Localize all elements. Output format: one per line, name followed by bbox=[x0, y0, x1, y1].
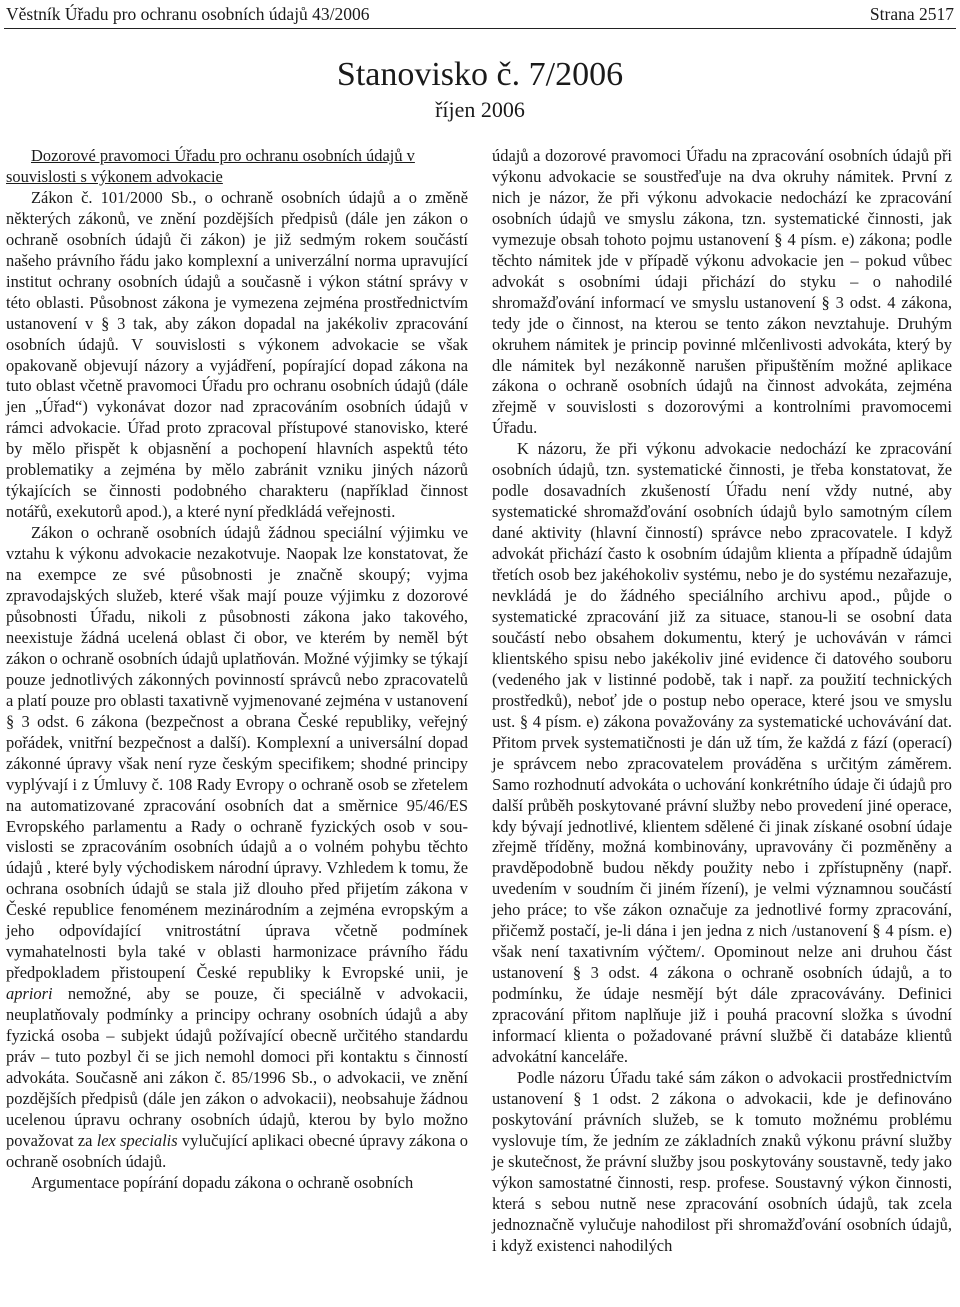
body-paragraph: údajů a dozorové pravomoci Úřadu na zpracování osobních údajů při výkonu advokacie se soustřeďuje na dva okruhy námitek. První z nich je názor, že při výkonu advokacie nedochází ke zpracování osobních údajů ve smyslu zákona, tzn. systematické činnosti, jak vymezuje obsah tohoto pojmu ustanovení § 4 písm. e) zákona; podle těchto námitek jde v případě výkonu advokacie jen – pokud vůbec advokát s osobními údaji přichází do styku – o nahodilé shromažďování informací ve smyslu ustanovení § 3 odst. 4 zákona, tedy jde o činnost, na kterou se tento zákon nevztahuje. Druhým okruhem námitek je princip povinné mlčenlivosti advokáta, který by dle námitek byl nezákonně narušen připuštěním možné aplikace zákona o ochraně osobních údajů na činnost advokáta, zejména zřejmě v souvislosti s dozorovými a kontrolními pravomocemi Úřadu. bbox=[492, 146, 952, 438]
journal-title: Věstník Úřadu pro ochranu osobních údajů 43/2006 bbox=[6, 4, 370, 24]
right-column bbox=[492, 146, 952, 1257]
page-number: Strana 2517 bbox=[869, 4, 954, 24]
body-paragraph: Zákon o ochraně osobních údajů žádnou speciální výjimku ve vztahu k výkonu advokacie nezakotvuje. Naopak lze konstatovat, že na exempce ze své působnosti je značně skoupý; vyjma zpravodajských služeb, které však mají pouze výjimku z dozorové působnosti Úřadu, nikoli z působnosti zákona jako takového, neexistuje žádná ucelená oblast či obor, ve kterém by neměl být zákon o ochraně osobních údajů uplatňován. Možné výjimky se týkají pouze jednotlivých zákonných povinností správců nebo zpracovatelů a platí pouze pro oblasti taxativně vyjmenované zejména v ustanovení § 3 odst. 6 zákona (bezpečnost a obrana České republiky, veřejný pořádek, vnitřní bezpečnost a další). Komplexní a universální dopad zákonné úpravy však není ryze českým specifikem; shodné principy vyplývají i z Úmluvy č. 108 Rady Evropy o ochraně osob se zřetelem na automatizované zpracování osobních dat a směrnice 95/46/ES Evropského parlamentu a Rady o ochraně fyzických osob v souvislosti se zpracováním osobních údajů a o volném pohybu těchto údajů , které byly východiskem národní úpravy. Vzhledem k tomu, že ochrana osobních údajů se stala již dlouho před přijetím zákona v České republice fenoménem mezinárodním a zejména evropským a jeho odpovídající vnitrostátní úprava včetně podmínek vymahatelnosti byla také v oblasti harmonizace právního řádu předpokladem přistoupení České republiky k Evropské unii, je apriori nemožné, aby se pouze, či speciálně v advokacii, neuplatňovaly podmínky a principy ochrany osobních údajů a aby fyzická osoba – subjekt údajů požívající obecně určitého standardu práv – tuto pozbyl či se jich nemohl domoci při kontaktu s činností advokáta. Současně ani zákon č. 85/1996 Sb., o advokacii, ve znění pozdějších předpisů (dále jen zákon o advokacii), neobsahuje žádnou ucelenou úpravu ochrany osobních údajů, kterou by bylo možno považovat za lex specialis vylučující aplikaci obecné úpravy zákona o ochraně osobních údajů. bbox=[6, 523, 469, 1171]
body-paragraph: Argumentace popírání dopadu zákona o ochraně osobních bbox=[31, 1172, 414, 1192]
body-paragraph: K názoru, že při výkonu advokacie nedochází ke zpracování osobních údajů, tzn. systematické činnosti, je třeba konstatovat, že podle dosavadních zkušeností Úřadu není vždy nutné, aby systematické shromažďování osobních údajů bylo samotným cílem dané aktivity (hlavní činností) správce nebo zpracovatele. I když advokát přichází často k osobním údajům klienta a případně údajům třetích osob bez jakéhokoliv systému, nebo je do systému nezařazuje, nevkládá je do žádného speciálního archivu apod., půjde o systematické zpracování již za situace, stanou-li se osobní data součástí nebo obsahem dokumentu, který je uchováván v rámci klientského spisu nebo jakékoliv jiné evidence či datového souboru (vedeného jak v listinné podobě, tak i např. za použití technických prostředků), neboť jde o postup nebo operace, které jsou ve smyslu ust. § 4 písm. e) zákona považovány za systematické uchovávání dat. Přitom prvek systematičnosti je dán už tím, že každá z fází (operací) je správcem nebo zpracovatelem prováděna s určitým záměrem. Samo rozhodnutí advokáta o uchování konkrétního údaje či údajů pro další průběh poskytované právní služby nebo provedení jiné operace, kdy bývají jednotlivé, klientem sdělené či jinak získané osobní údaje zřejmě tříděny, možná kombinovány, upravovány či pozměněny a pravděpodobně budou někdy použity nebo i zpřístupněny (např. uvedením v soudním či jiném řízení), je velmi významnou součástí jeho práce; to vše zákon označuje za jednotlivé formy zpracování, přičemž postačí, je-li dána i jen jedna z nich /ustanovení § 4 písm. e) však není taxativním výčtem/. Opominout nelze ani druhou část ustanovení § 3 odst. 4 zákona o ochraně osobních údajů, a to podmínku, že údaje nesmějí být dále zpracovávány. Definici zpracování přitom naplňuje již i pouhá pracovní složka s úvodní informací klienta o požadované právní službě či databáze klientů advokátní kanceláře. bbox=[492, 439, 952, 1066]
document-date: říjen 2006 bbox=[435, 97, 525, 122]
header-rule bbox=[4, 28, 956, 29]
body-paragraph: Podle názoru Úřadu také sám zákon o advokacii prostřednictvím ustanovení § 1 odst. 2 zákona o advokacii, kde je definováno poskytování právních služeb, se k tomuto možnému problému vyslovuje tím, že jedním ze základních znaků výkonu právní služby je skutečnost, že právní služby jsou poskytovány soustavně, tedy jako výkon samostatné činnosti, resp. profese. Soustavný výkon činnosti, která s sebou nutně nese zpracování osobních údajů, tak zcela jednoznačně vylučuje nahodilost při shromažďování osobních údajů, i když existenci nahodilých bbox=[492, 1067, 952, 1255]
italic-term: apriori bbox=[6, 984, 53, 1004]
italic-term: lex specialis bbox=[96, 1130, 178, 1150]
left-column bbox=[6, 146, 468, 1194]
document-title: Stanovisko č. 7/2006 bbox=[336, 56, 624, 93]
running-header bbox=[6, 2, 954, 28]
body-paragraph: Zákon č. 101/2000 Sb., o ochraně osobních údajů a o změně některých zákonů, ve znění pozdějších předpisů (dále jen zákon o ochraně osobních údajů či zákon) je již sedmým rokem součástí našeho právního řádu jako komplexní a univerzální norma upravující institut ochrany osobních údajů a současně i výkon státní správy v této oblasti. Působnost zákona je vymezena zejména prostřednictvím ustanovení v § 3 tak, aby zákon dopadal na jakékoliv zpracování osobních údajů. V souvislosti s výkonem advokacie se však opakovaně objevují názory a vyjádření, popírající dopad zákona na tuto oblast včetně pravomoci Úřadu pro ochranu osobních údajů (dále jen „Úřad“) vykonávat dozor nad zpracováním osobních údajů v rámci advokacie. Úřad proto zpracoval přístupové stanovisko, které by mělo přispět k objasnění a pochopení hlavních aspektů této problematiky a zejména by mělo zabránit vzniku jiných názorů týkajících se činnosti podobného charakteru (například činnost notářů, exekutorů apod.), a které nyní předkládá veřejnosti. bbox=[6, 187, 468, 522]
section-heading: Dozorové pravomoci Úřadu pro ochranu osobních údajů v souvislosti s výkonem advokacie bbox=[6, 146, 415, 186]
